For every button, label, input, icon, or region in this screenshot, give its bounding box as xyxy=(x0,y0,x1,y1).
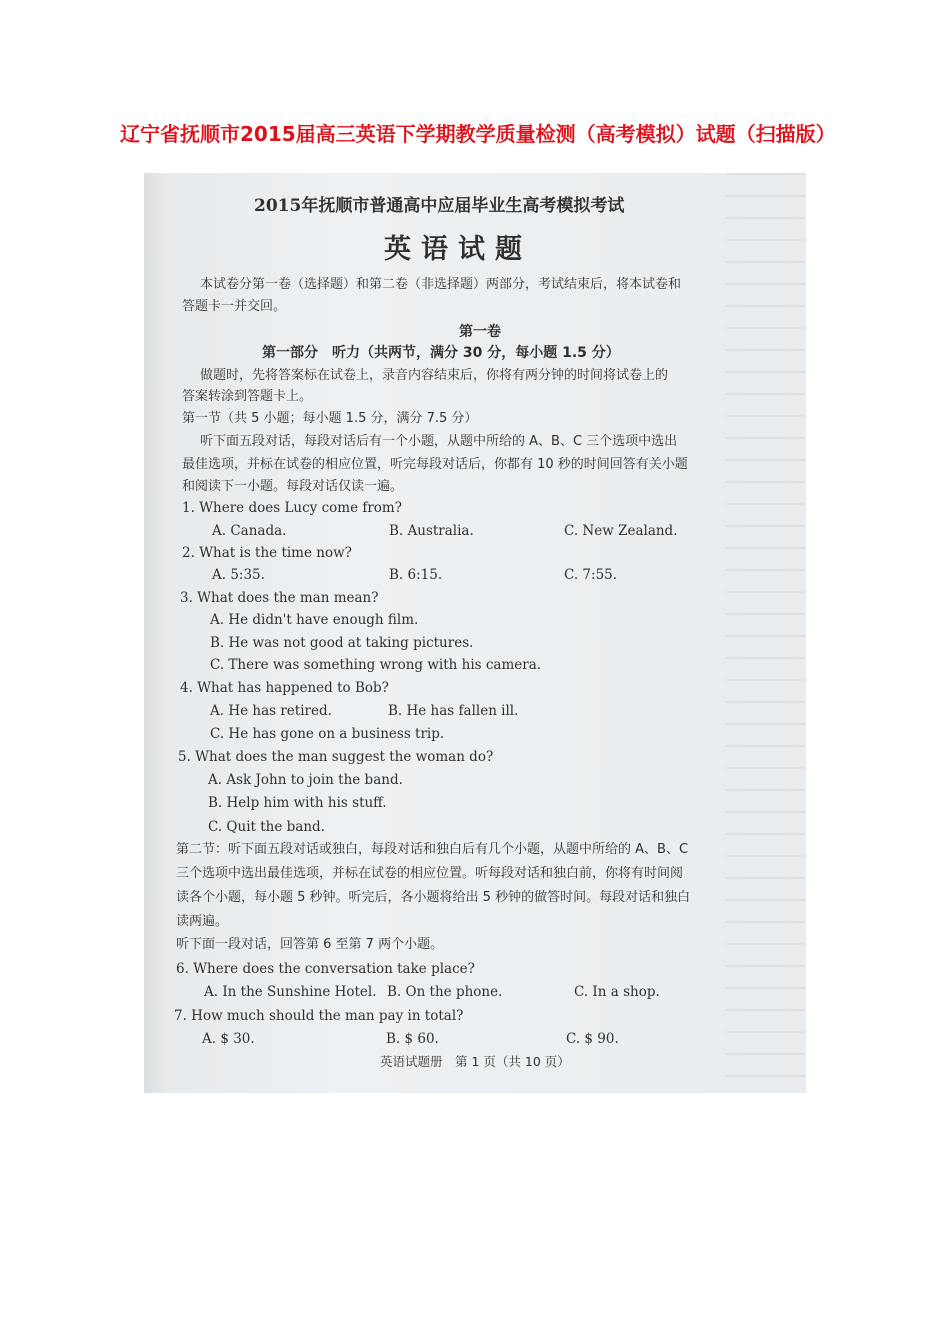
question: 1. Where does Lucy come from? xyxy=(182,500,402,516)
volume-heading: 第一卷 xyxy=(459,324,501,340)
exam-subject: 英语试题 xyxy=(384,234,532,265)
intro-line: 本试卷分第一卷（选择题）和第二卷（非选择题）两部分，考试结束后，将本试卷和 xyxy=(200,277,682,292)
option-a: A. He didn't have enough film. xyxy=(210,612,419,628)
section2-instructions-line: 三个选项中选出最佳选项，并标在试卷的相应位置。听每段对话和独白前，你将有时间阅 xyxy=(176,866,684,881)
option-b: B. He was not good at taking pictures. xyxy=(210,635,474,651)
option-b: B. 6:15. xyxy=(389,567,443,583)
section1-heading: 第一节（共 5 小题；每小题 1.5 分，满分 7.5 分） xyxy=(182,411,478,426)
option-b: B. $ 60. xyxy=(386,1031,439,1047)
option-b: B. He has fallen ill. xyxy=(388,703,519,719)
option-c: C. Quit the band. xyxy=(208,819,325,835)
section2-instructions-line: 读各个小题，每小题 5 秒钟。听完后，各小题将给出 5 秒钟的做答时间。每段对话和独白 xyxy=(176,890,691,905)
part-instructions-line: 做题时，先将答案标在试卷上，录音内容结束后，你将有两分钟的时间将试卷上的 xyxy=(200,368,669,383)
bleed-through-text xyxy=(726,173,806,1093)
part-instructions-line: 答案转涂到答题卡上。 xyxy=(182,389,313,404)
section1-instructions-line: 听下面五段对话，每段对话后有一个小题，从题中所给的 A、B、C 三个选项中选出 xyxy=(200,434,678,449)
exam-title: 2015年抚顺市普通高中应届毕业生高考模拟考试 xyxy=(254,196,625,216)
section2-lead: 听下面一段对话，回答第 6 至第 7 两个小题。 xyxy=(176,937,444,952)
question: 3. What does the man mean? xyxy=(180,590,379,606)
scan-edge-shadow xyxy=(144,173,168,1093)
option-c: C. $ 90. xyxy=(566,1031,619,1047)
section1-instructions-line: 和阅读下一小题。每段对话仅读一遍。 xyxy=(182,479,404,494)
section1-instructions-line: 最佳选项，并标在试卷的相应位置，听完每段对话后，你都有 10 秒的时间回答有关小题 xyxy=(182,457,688,472)
question: 6. Where does the conversation take place? xyxy=(176,961,475,977)
option-c: C. There was something wrong with his camera. xyxy=(210,657,542,673)
section2-instructions-line: 第二节：听下面五段对话或独白，每段对话和独白后有几个小题，从题中所给的 A、B、C xyxy=(176,842,689,857)
option-c: C. He has gone on a business trip. xyxy=(210,726,445,742)
option-c: C. In a shop. xyxy=(574,984,660,1000)
scanned-exam-page xyxy=(144,173,806,1093)
option-a: A. $ 30. xyxy=(202,1031,255,1047)
option-a: A. Canada. xyxy=(212,523,287,539)
section2-instructions-line: 读两遍。 xyxy=(176,914,229,929)
option-c: C. New Zealand. xyxy=(564,523,678,539)
option-a: A. 5:35. xyxy=(212,567,265,583)
question: 2. What is the time now? xyxy=(182,545,352,561)
question: 5. What does the man suggest the woman do? xyxy=(178,749,494,765)
option-c: C. 7:55. xyxy=(564,567,618,583)
option-b: B. On the phone. xyxy=(387,984,503,1000)
part-heading: 第一部分 听力（共两节，满分 30 分，每小题 1.5 分） xyxy=(262,345,620,361)
question: 7. How much should the man pay in total? xyxy=(174,1008,464,1024)
intro-line: 答题卡一并交回。 xyxy=(182,299,287,314)
option-b: B. Australia. xyxy=(389,523,474,539)
option-a: A. In the Sunshine Hotel. xyxy=(204,984,377,1000)
page-footer: 英语试题册 第 1 页（共 10 页） xyxy=(380,1054,570,1069)
option-b: B. Help him with his stuff. xyxy=(208,795,387,811)
document-title: 辽宁省抚顺市2015届高三英语下学期教学质量检测（高考模拟）试题（扫描版） xyxy=(120,122,836,146)
question: 4. What has happened to Bob? xyxy=(180,680,389,696)
option-a: A. Ask John to join the band. xyxy=(208,772,403,788)
option-a: A. He has retired. xyxy=(210,703,332,719)
